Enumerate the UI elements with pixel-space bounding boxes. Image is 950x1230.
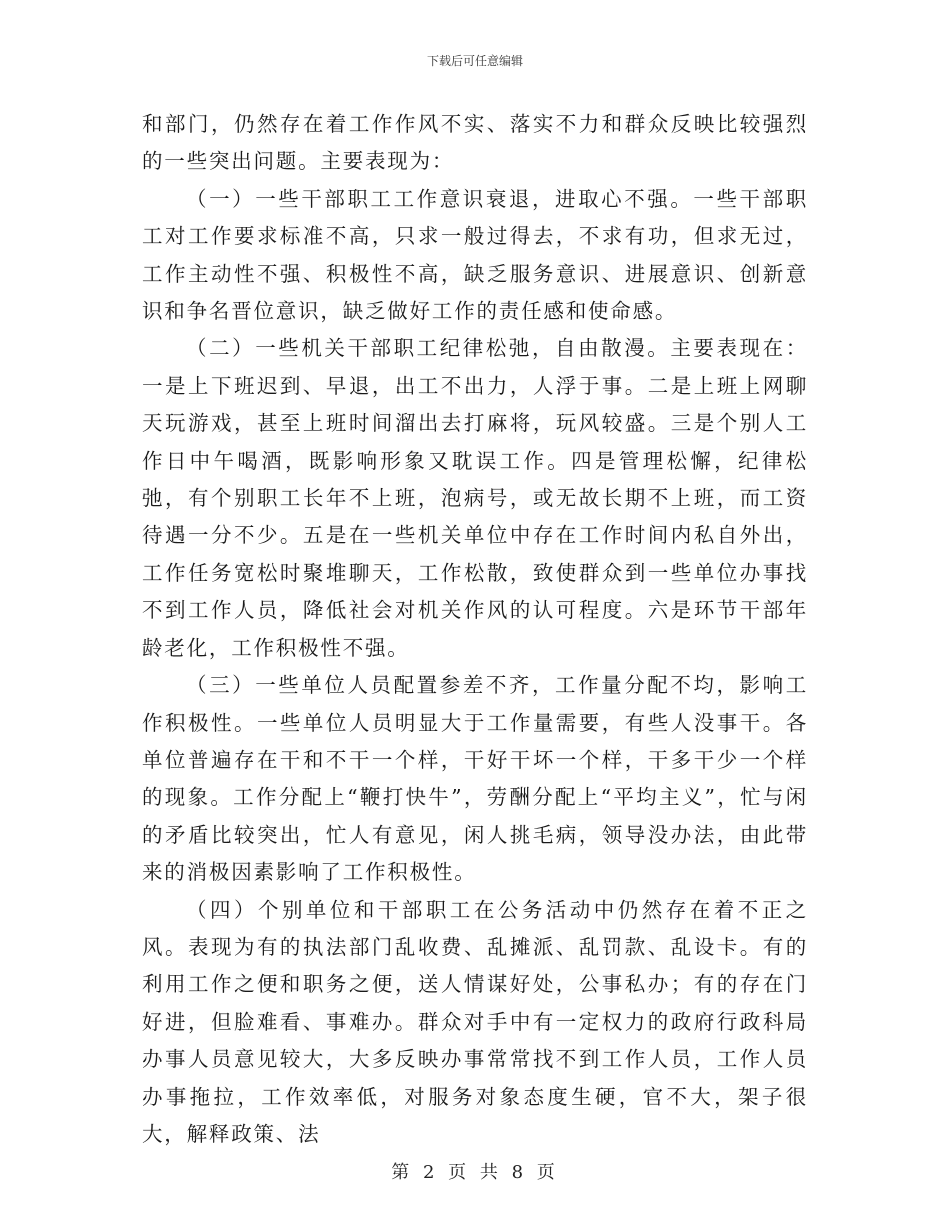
paragraph-continuation: 和部门，仍然存在着工作作风不实、落实不力和群众反映比较强烈的一些突出问题。主要表现为： xyxy=(142,112,808,174)
document-body xyxy=(142,106,808,1153)
paragraph-section-3: （三）一些单位人员配置参差不齐，工作量分配不均，影响工作积极性。一些单位人员明显大于工作量需要，有些人没事干。各单位普遍存在干和不干一个样，干好干坏一个样，干多干少一个样的现象。工作分配上“鞭打快牛”，劳酬分配上“平均主义”，忙与闲的矛盾比较突出，忙人有意见，闲人挑毛病，领导没办法，由此带来的消极因素影响了工作积极性。 xyxy=(142,673,808,885)
paragraph-section-1: （一）一些干部职工工作意识衰退，进取心不强。一些干部职工对工作要求标准不高，只求一般过得去，不求有功，但求无过，工作主动性不强、积极性不高，缺乏服务意识、进展意识、创新意识和争名晋位意识，缺乏做好工作的责任感和使命感。 xyxy=(142,186,808,324)
paragraph-section-2: （二）一些机关干部职工纪律松弛，自由散漫。主要表现在：一是上下班迟到、早退，出工不出力，人浮于事。二是上班上网聊天玩游戏，甚至上班时间溜出去打麻将，玩风较盛。三是个别人工作日中午喝酒，既影响形象又耽误工作。四是管理松懈，纪律松弛，有个别职工长年不上班，泡病号，或无故长期不上班，而工资待遇一分不少。五是在一些机关单位中存在工作时间内私自外出，工作任务宽松时聚堆聊天，工作松散，致使群众到一些单位办事找不到工作人员，降低社会对机关作风的认可程度。六是环节干部年龄老化，工作积极性不强。 xyxy=(142,336,808,660)
page-header-note: 下载后可任意编辑 xyxy=(426,54,523,68)
page-number-footer: 第 2 页 共 8 页 xyxy=(391,1162,559,1183)
paragraph-section-4: （四）个别单位和干部职工在公务活动中仍然存在着不正之风。表现为有的执法部门乱收费、乱摊派、乱罚款、乱设卡。有的利用工作之便和职务之便，送人情谋好处，公事私办；有的存在门好进，但脸难看、事难办。群众对手中有一定权力的政府行政科局办事人员意见较大，大多反映办事常常找不到工作人员，工作人员办事拖拉，工作效率低，对服务对象态度生硬，官不大，架子很大，解释政策、法 xyxy=(142,897,808,1146)
